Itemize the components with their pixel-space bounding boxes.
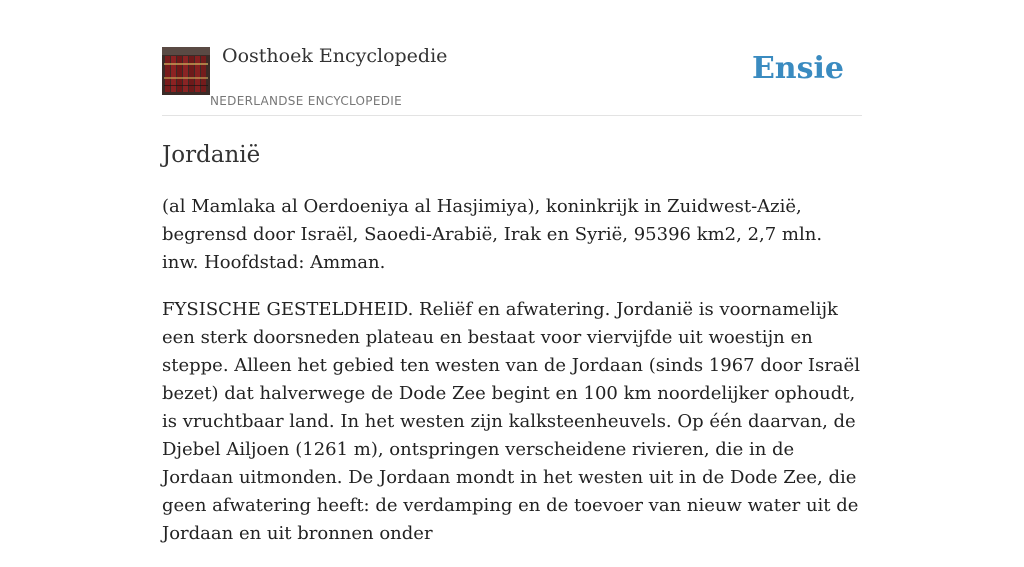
article-paragraph-intro: (al Mamlaka al Oerdoeniya al Hasjimiya), koninkrijk in Zuidwest-Azië, begrensd door Israël, Saoedi-Arabië, Irak en Syrië, 95396 km2, 2,7 mln. inw. Hoofdstad: Amman. <box>162 196 823 273</box>
article-paragraph-physical-geography: FYSISCHE GESTELDHEID. Reliëf en afwatering. Jordanië is voornamelijk een sterk doorsneden plateau en bestaat voor viervijfde uit woestijn en steppe. Alleen het gebied ten westen van de Jordaan (sinds 1967 door Israël bezet) dat halverwege de Dode Zee begint en 100 km noordelijker ophoudt, is vruchtbaar land. In het westen zijn kalksteenheuvels. Op één daarvan, de Djebel Ailjoen (1261 m), ontspringen verscheidene rivieren, die in de Jordaan uitmonden. De Jordaan mondt in het westen uit in de Dode Zee, die geen afwatering heeft: de verdamping en de toevoer van nieuw water uit de Jordaan en uit bronnen onder <box>162 299 860 544</box>
ensie-logo[interactable]: Ensie <box>751 51 844 86</box>
site-header <box>162 0 862 116</box>
encyclopedia-books-avatar[interactable] <box>162 47 210 95</box>
site-subtitle: NEDERLANDSE ENCYCLOPEDIE <box>210 94 402 108</box>
site-name[interactable]: Oosthoek Encyclopedie <box>222 45 448 67</box>
article <box>162 138 862 567</box>
article-title: Jordanië <box>162 142 261 168</box>
books-image <box>162 47 210 95</box>
